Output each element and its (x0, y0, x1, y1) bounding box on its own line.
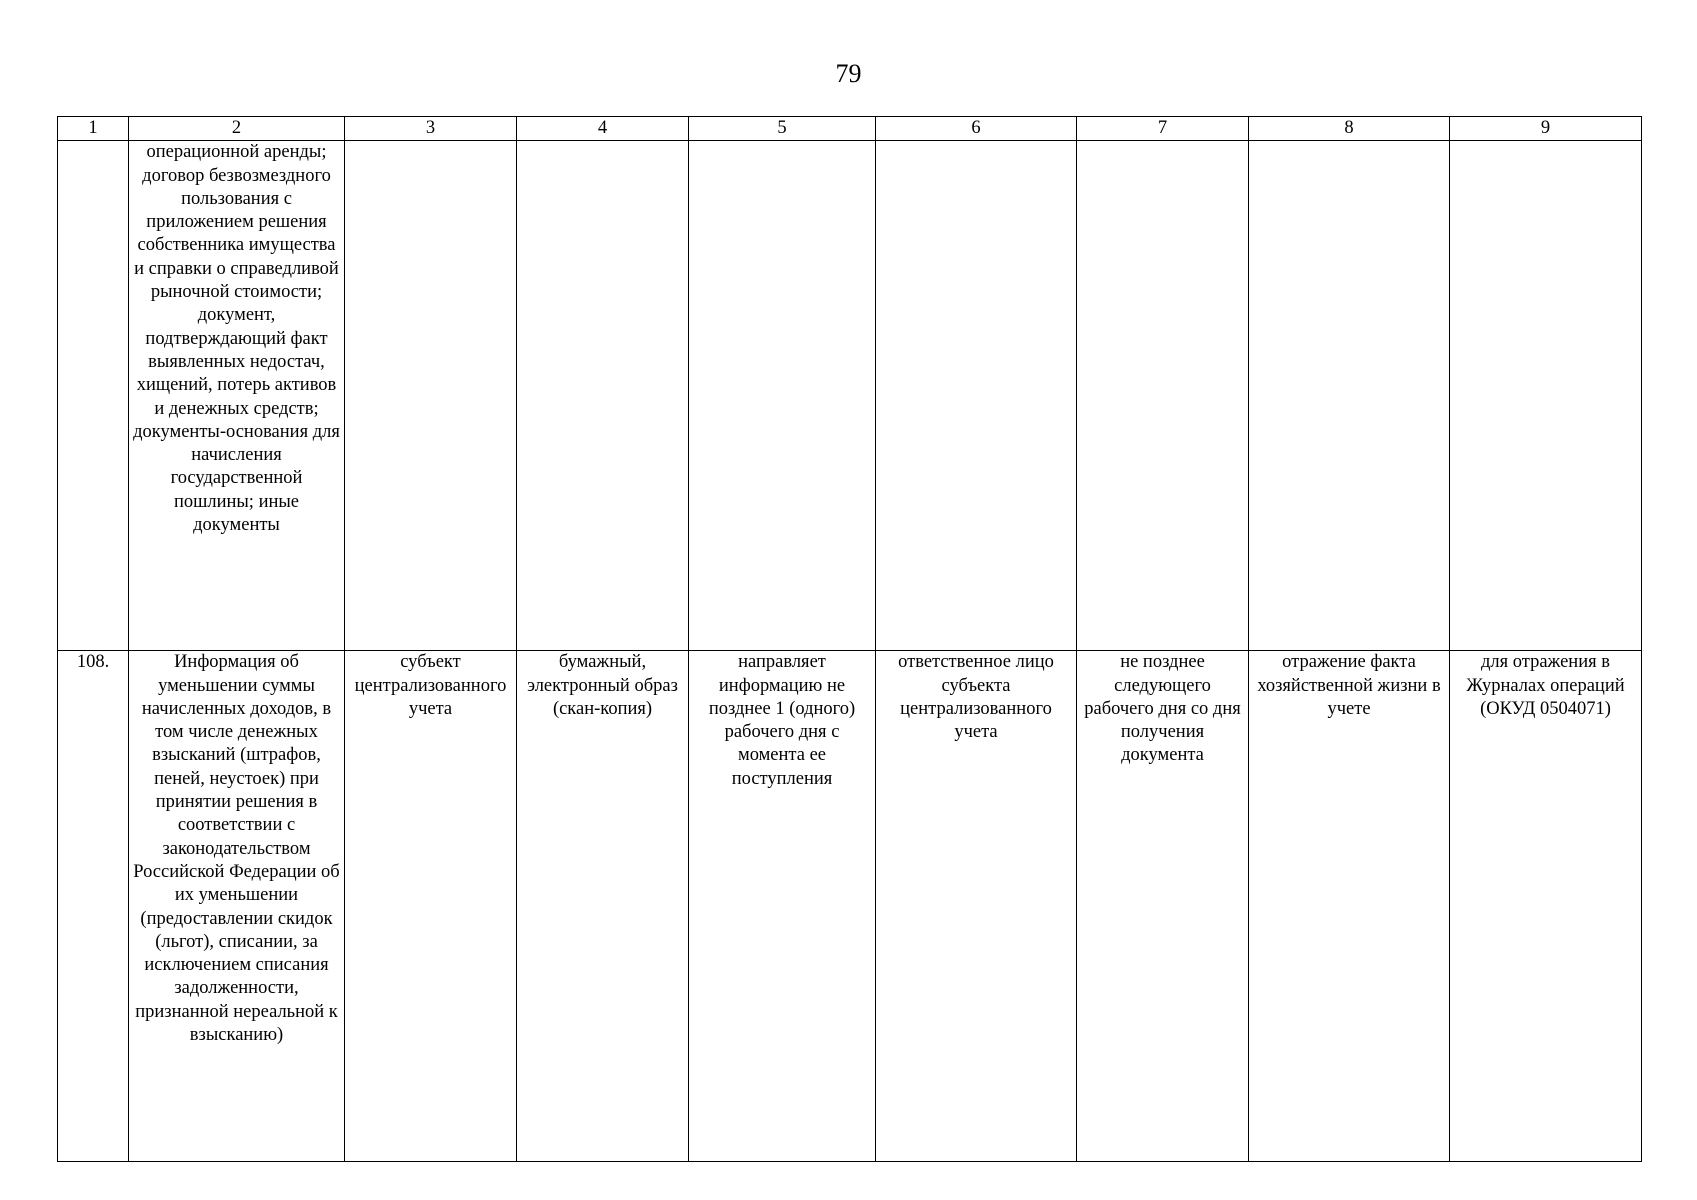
cell-purpose: отражение факта хозяйственной жизни в учете (1249, 651, 1450, 1162)
cell-row-number: 108. (58, 651, 129, 1162)
cell-document-format: бумажный, электронный образ (скан-копия) (517, 651, 689, 1162)
column-number-7: 7 (1077, 117, 1249, 141)
column-number-3: 3 (345, 117, 517, 141)
cell-document-name: Информация об уменьшении суммы начисленных доходов, в том числе денежных взысканий (штрафов, пеней, неустоек) при принятии решения в соответствии с законодательством Российской Федерации об их уменьшении (предоставлении скидок (льгот), списании, за исключением списания задолженности, признанной нереальной к взысканию) (129, 651, 345, 1162)
column-number-1: 1 (58, 117, 129, 141)
column-number-6: 6 (876, 117, 1077, 141)
cell-row-number (58, 141, 129, 651)
cell-responsible-party: субъект централизованного учета (345, 651, 517, 1162)
column-number-5: 5 (689, 117, 876, 141)
cell-accounting-register: для отражения в Журналах операций (ОКУД 0504071) (1450, 651, 1642, 1162)
table-row-continuation (58, 141, 1642, 651)
cell-col9 (1450, 141, 1642, 651)
column-number-8: 8 (1249, 117, 1450, 141)
column-number-row (58, 117, 1642, 141)
cell-col8 (1249, 141, 1450, 651)
cell-document-name: операционной аренды; договор безвозмездного пользования с приложением решения собственника имущества и справки о справедливой рыночной стоимости; документ, подтверждающий факт выявленных недостач, хищений, потерь активов и денежных средств; документы-основания для начисления государственной пошлины; иные документы (129, 141, 345, 651)
cell-col6 (876, 141, 1077, 651)
page-number: 79 (835, 59, 862, 88)
cell-receiver: ответственное лицо субъекта централизованного учета (876, 651, 1077, 1162)
cell-col3 (345, 141, 517, 651)
document-table (57, 116, 1642, 1162)
cell-processing-deadline: не позднее следующего рабочего дня со дня получения документа (1077, 651, 1249, 1162)
cell-col5 (689, 141, 876, 651)
column-number-4: 4 (517, 117, 689, 141)
table-row-108 (58, 651, 1642, 1162)
column-number-9: 9 (1450, 117, 1642, 141)
column-number-2: 2 (129, 117, 345, 141)
cell-col4 (517, 141, 689, 651)
cell-transfer-deadline: направляет информацию не позднее 1 (одного) рабочего дня с момента ее поступления (689, 651, 876, 1162)
cell-col7 (1077, 141, 1249, 651)
